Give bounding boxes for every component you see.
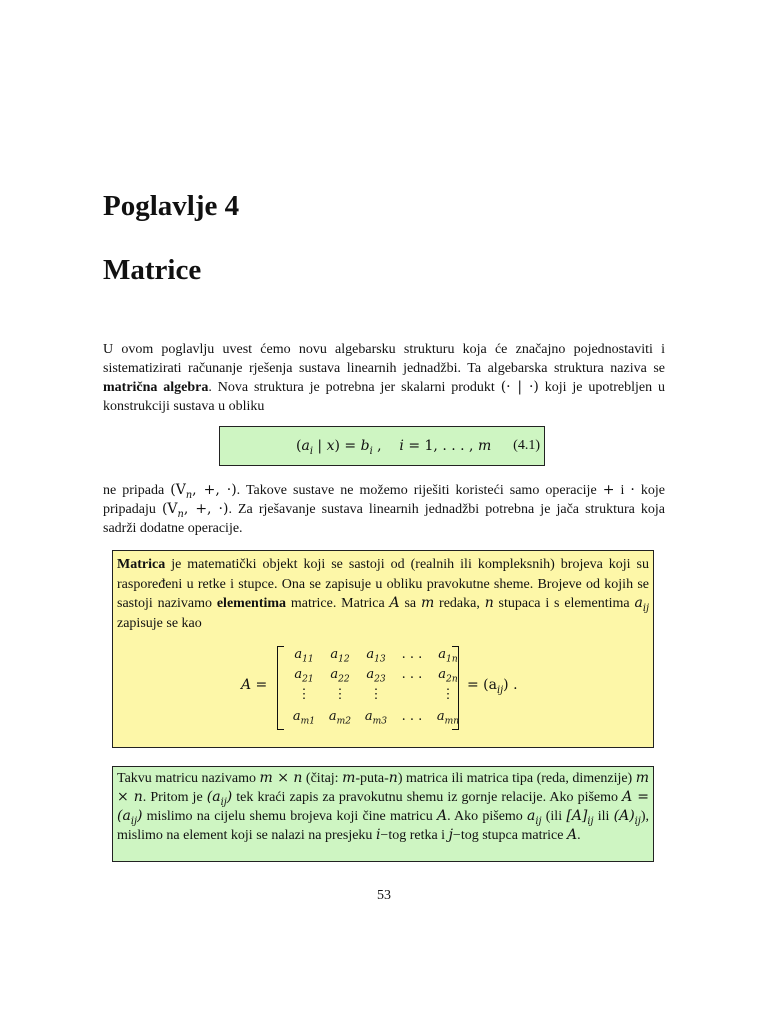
math-inline: A = (a: [117, 789, 649, 824]
text-span: -puta-: [355, 771, 389, 786]
text-span: tek kraći zapis za pravokutnu shemu iz gornje relacije. Ako pišemo: [232, 790, 623, 805]
math-inline: (a: [206, 789, 221, 805]
text-span: . Takove sustave ne možemo riješiti koristeći samo operacije: [236, 483, 603, 498]
math-inline: ·: [630, 482, 635, 498]
matrix-cell: ⋮: [333, 687, 347, 702]
math-inline: m: [342, 770, 356, 786]
subscript: i: [309, 445, 313, 457]
math-inline: , +, ·): [183, 501, 229, 517]
text-span: −tog stupca matrice: [452, 828, 567, 843]
matrix-cell: . . .: [401, 647, 423, 662]
subscript: ij: [642, 602, 649, 614]
math-inline: n: [484, 595, 494, 611]
math-inline: (V: [161, 501, 178, 517]
chapter-label: Poglavlje 4: [103, 190, 240, 222]
matrix-cell: . . .: [401, 709, 423, 724]
subscript: ij: [130, 815, 137, 827]
page-number: 53: [377, 888, 391, 903]
math-inline: ) .: [503, 677, 518, 693]
math-inline: a: [634, 595, 643, 611]
definition-term: Matrica: [117, 557, 166, 572]
equation-number: (4.1): [513, 438, 540, 453]
matrix-cell: $a_{22}$: [330, 667, 350, 685]
subscript: ij: [634, 815, 641, 827]
text-span: U ovom poglavlju uvest ćemo novu algebarsku strukturu koja će značajno pojednostaviti i sistematizirati računanje rješenja sustava linearnih jednadžbi. Ta algebarska struktura naziva se: [103, 342, 665, 376]
matrix-cell: ⋮: [441, 687, 455, 702]
math-inline: = (a: [467, 677, 497, 693]
math-inline: m × n: [259, 770, 303, 786]
text-span: i: [614, 483, 631, 498]
matrix-cell: $a_{23}$: [366, 667, 386, 685]
intro-paragraph: [103, 340, 665, 416]
text-span: . Nova struktura je potrebna jer skalarni produkt: [208, 380, 501, 395]
equation-box: [219, 426, 545, 466]
text-span: ) matrica ili matrica tipa (reda, dimenzije): [397, 771, 636, 786]
math-inline: n: [388, 770, 398, 786]
subscript: ij: [497, 684, 504, 696]
text-span: matrice. Matrica: [286, 596, 390, 611]
math-inline: m: [420, 595, 435, 611]
info-box: [112, 766, 654, 862]
text-span: .: [577, 828, 581, 843]
math-inline: (V: [170, 482, 186, 498]
text-span: zapisuje se kao: [117, 615, 202, 631]
text-span: −tog retka i: [380, 828, 449, 843]
math-inline: A: [436, 808, 448, 824]
math-inline: a: [527, 808, 536, 824]
text-span: stupaca i s elementima: [493, 596, 635, 611]
text-span: . Za rješavanje sustava linearnih jednadžbi potrebna je jača struktura koja sadrži dodatne operacije.: [103, 502, 666, 536]
math-inline: (· | ·): [500, 379, 539, 395]
matrix-cell: . . .: [401, 667, 423, 682]
text-span: (čitaj:: [302, 771, 343, 786]
text-span: ne pripada: [103, 483, 171, 498]
matrix-equation: [241, 643, 541, 731]
text-span: sa: [399, 596, 421, 611]
text-span: koji je upotrebljen u konstrukciji sustava u obliku: [103, 380, 665, 414]
subscript: n: [177, 508, 184, 520]
subscript: n: [185, 489, 193, 501]
matrix-cell: $a_{mn}$: [436, 709, 460, 727]
subscript: ij: [535, 815, 542, 827]
matrix-cell: $a_{12}$: [330, 647, 350, 665]
text-span: (ili: [541, 809, 567, 824]
matrix-cell: $a_{2n}$: [438, 667, 458, 685]
matrix-left-bracket: [277, 646, 284, 730]
text-span: mislimo na cijelu shemu brojeva koji čine matricu: [142, 809, 437, 824]
definition-text: [117, 555, 649, 633]
text-span: . Ako pišemo: [447, 809, 528, 824]
matrix-cell: $a_{1n}$: [438, 647, 458, 665]
text-span: koje pripadaju: [103, 483, 665, 517]
matrix-cell: $a_{21}$: [294, 667, 314, 685]
math-inline: ): [226, 789, 233, 805]
matrix-rhs: [467, 677, 518, 696]
math-inline: [A]: [566, 808, 588, 824]
matrix-right-bracket: [452, 646, 459, 730]
equation-4-1: ($a_i$ | $x) = b_i$ , i = 1, . . . , m: [296, 438, 492, 457]
math-inline: j: [448, 827, 453, 843]
chapter-title: Matrice: [103, 254, 202, 286]
matrix-lhs: A =: [241, 677, 268, 693]
matrix-cell: $a_{m3}$: [364, 709, 388, 727]
subscript: ij: [220, 796, 227, 808]
matrix-cell: ⋮: [297, 687, 311, 702]
math-inline: A: [566, 827, 578, 843]
matrix-cell: $a_{m1}$: [292, 709, 316, 727]
math-inline: ): [136, 808, 143, 824]
text-span: ili: [593, 809, 614, 824]
matrix-cell: $a_{m2}$: [328, 709, 352, 727]
math-inline: (A): [613, 808, 635, 824]
bold-term: matrična algebra: [103, 380, 209, 395]
definition-box: [112, 550, 654, 748]
text-span: ), mislimo na element koji se nalazi na presjeku: [117, 809, 650, 843]
text-span: . Pritom je: [142, 790, 207, 805]
second-paragraph: [103, 481, 665, 538]
matrix-cell: $a_{13}$: [366, 647, 386, 665]
text-span: Takvu matricu nazivamo: [117, 771, 260, 786]
math-inline: i: [375, 827, 381, 843]
subscript: ij: [587, 815, 594, 827]
math-inline: +: [602, 482, 615, 498]
info-text: [117, 769, 649, 845]
text-span: je matematički objekt koji se sastoji od (realnih ili kompleksnih) brojeva koji su raspoređeni u retke i stupce. Ona se zapisuje u obliku pravokutne sheme. Brojeve od kojih se sastoji nazivamo: [117, 557, 649, 611]
math-inline: A: [389, 595, 400, 611]
matrix-cell: $a_{11}$: [294, 647, 314, 665]
text-span: redaka,: [434, 596, 485, 611]
matrix-cell: ⋮: [369, 687, 383, 702]
math-inline: , +, ·): [192, 482, 237, 498]
subscript: i: [369, 445, 373, 457]
math-inline: m × n: [117, 770, 650, 805]
definition-term: elementima: [216, 596, 287, 611]
